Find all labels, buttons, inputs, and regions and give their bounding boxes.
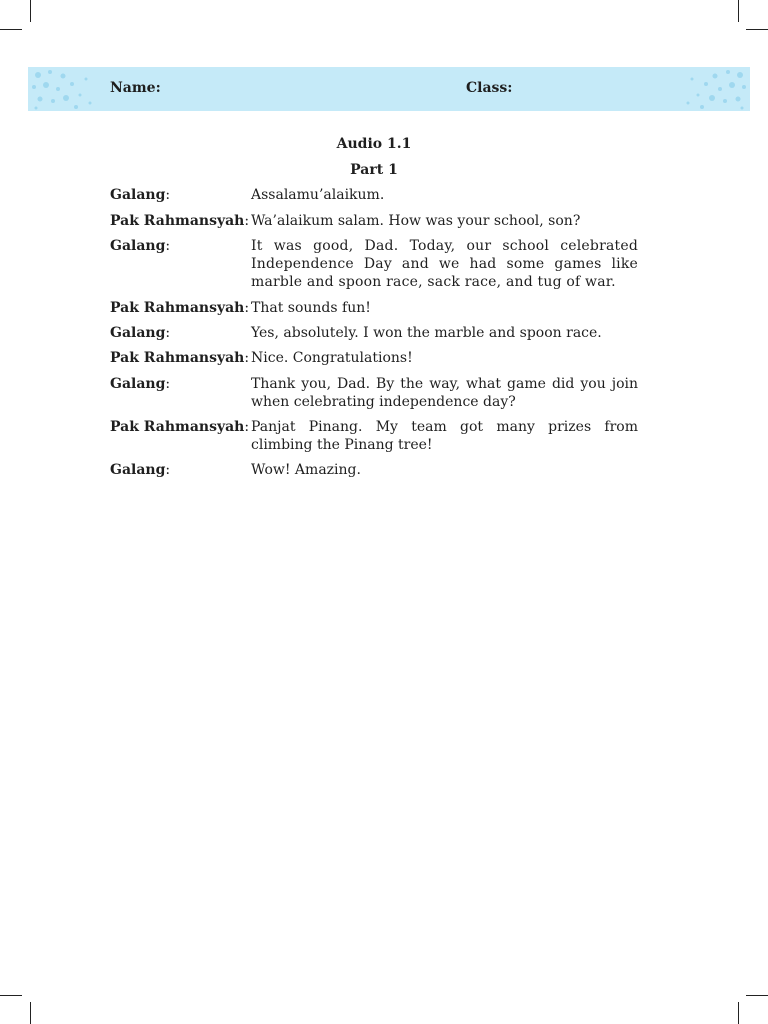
dots-decoration-right (670, 67, 750, 111)
crop-mark (0, 29, 22, 30)
speaker-name: Pak Rahmansyah (110, 350, 245, 366)
speaker-name: Galang (110, 187, 166, 203)
speaker: Pak Rahmansyah: (110, 350, 250, 366)
crop-mark (738, 0, 739, 22)
speaker: Pak Rahmansyah: (110, 300, 250, 316)
dialogue-line (110, 186, 638, 204)
speaker: Galang: (110, 187, 171, 203)
utterance: Assalamu’alaikum. (251, 187, 385, 203)
dots-decoration-left (28, 67, 108, 111)
utterance: Yes, absolutely. I won the marble and spoon race. (251, 325, 602, 341)
speaker-name: Galang (110, 376, 166, 392)
utterance: It was good, Dad. Today, our school celebrated Independence Day and we had some games like marble and spoon race, sack race, and tug of war. (251, 238, 638, 290)
header-band (28, 67, 750, 111)
speaker-name: Pak Rahmansyah (110, 213, 245, 229)
crop-mark (30, 1002, 31, 1024)
dialogue-line (110, 299, 638, 317)
dialogue-line (110, 461, 638, 479)
speaker-name: Pak Rahmansyah (110, 419, 245, 435)
dialogue-line (110, 418, 638, 454)
speaker: Galang: (110, 376, 171, 392)
name-label: Name: (110, 80, 161, 96)
utterance: That sounds fun! (251, 300, 371, 316)
utterance: Thank you, Dad. By the way, what game did you join when celebrating independence day? (251, 376, 638, 410)
utterance: Wa’alaikum salam. How was your school, son? (251, 213, 581, 229)
dialogue-line (110, 375, 638, 411)
speaker: Galang: (110, 325, 171, 341)
crop-mark (746, 29, 768, 30)
dialogue-line (110, 212, 638, 230)
dialogue-line (110, 324, 638, 342)
crop-mark (738, 1002, 739, 1024)
dialogue (110, 186, 638, 479)
speaker: Galang: (110, 238, 171, 254)
speaker: Galang: (110, 462, 171, 478)
crop-mark (30, 0, 31, 22)
speaker: Pak Rahmansyah: (110, 419, 250, 435)
dialogue-line (110, 237, 638, 291)
crop-mark (746, 995, 768, 996)
part-title: Part 1 (350, 162, 398, 178)
speaker: Pak Rahmansyah: (110, 213, 250, 229)
speaker-name: Galang (110, 238, 166, 254)
utterance: Nice. Congratulations! (251, 350, 413, 366)
utterance: Wow! Amazing. (251, 462, 361, 478)
class-label: Class: (466, 80, 513, 96)
audio-title: Audio 1.1 (336, 136, 412, 152)
speaker-name: Galang (110, 462, 166, 478)
speaker-name: Galang (110, 325, 166, 341)
crop-mark (0, 995, 22, 996)
utterance: Panjat Pinang. My team got many prizes from climbing the Pinang tree! (251, 419, 638, 453)
dialogue-line (110, 349, 638, 367)
speaker-name: Pak Rahmansyah (110, 300, 245, 316)
